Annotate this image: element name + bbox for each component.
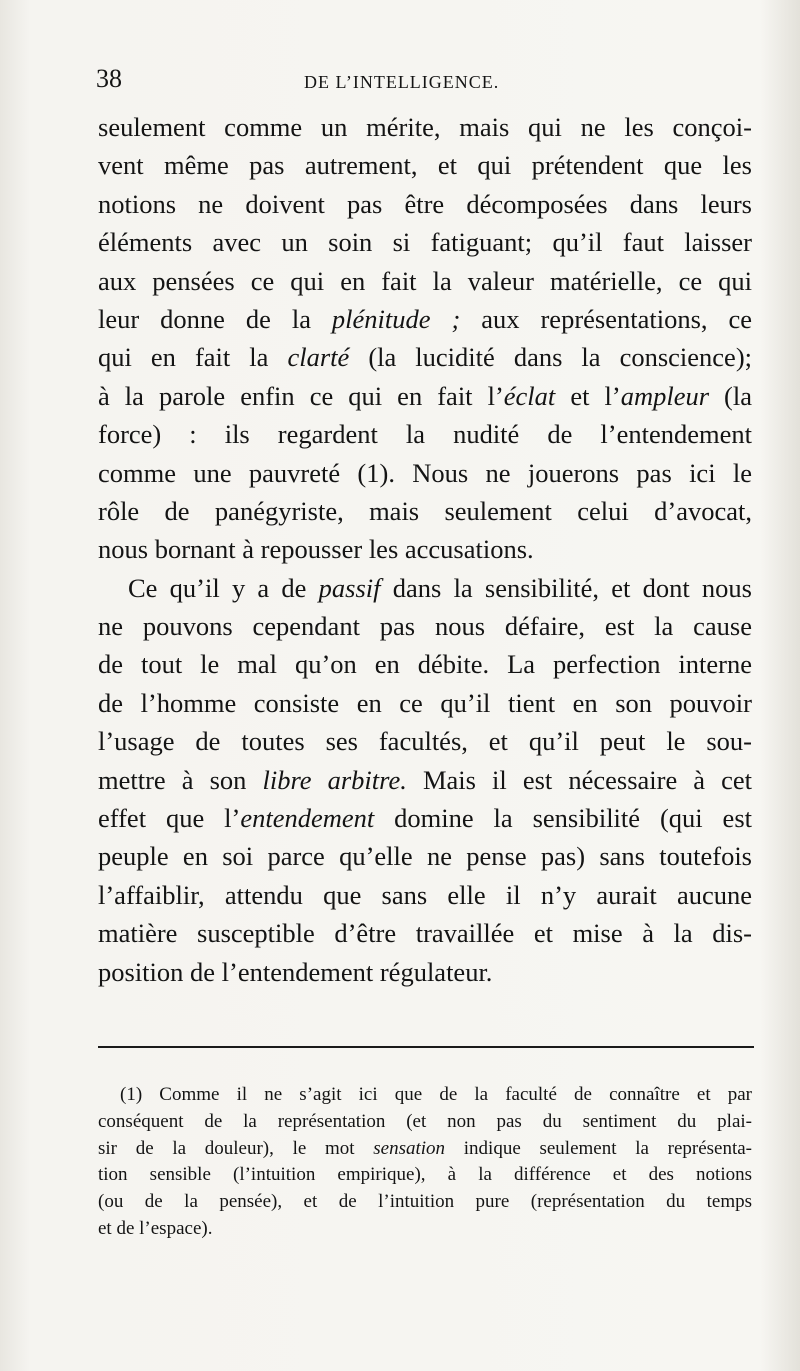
text-line: de tout le mal qu’on en débite. La perfection interne: [98, 649, 752, 680]
text-line: mettre à son libre arbitre. Mais il est nécessaire à cet: [98, 764, 753, 795]
page-number: 38: [96, 64, 122, 93]
text-line: rôle de panégyriste, mais seulement celui d’avocat,: [98, 495, 752, 526]
text-line: Ce qu’il y a de passif dans la sensibilité, et dont nous: [128, 572, 752, 603]
text-line: peuple en soi parce qu’elle ne pense pas) sans toutefois: [98, 841, 752, 872]
footnote-line: tion sensible (l’intuition empirique), à la différence et des notions: [98, 1164, 752, 1186]
text-line: vent même pas autrement, et qui prétendent que les: [98, 150, 752, 181]
text-line: comme une pauvreté (1). Nous ne jouerons pas ici le: [98, 457, 752, 488]
footnote-line: et de l’espace).: [98, 1217, 213, 1239]
italic-term: éclat: [503, 380, 556, 411]
page-header: [96, 64, 656, 104]
italic-term: plénitude ;: [331, 303, 461, 334]
text-line: éléments avec un soin si fatiguant; qu’il faut laisser: [98, 227, 752, 258]
text-line: l’usage de toutes ses facultés, et qu’il peut le sou-: [98, 726, 752, 757]
italic-term: sensation: [373, 1137, 446, 1159]
italic-term: passif: [318, 572, 381, 603]
footnote-rule: [98, 1046, 754, 1048]
text-line: de l’homme consiste en ce qu’il tient en son pouvoir: [98, 687, 752, 718]
text-line: effet que l’entendement domine la sensibilité (qui est: [98, 803, 752, 834]
text-line: force) : ils regardent la nudité de l’entendement: [98, 419, 752, 450]
text-line: l’affaiblir, attendu que sans elle il n’y aurait aucune: [98, 879, 752, 910]
text-line: ne pouvons cependant pas nous défaire, est la cause: [98, 611, 752, 642]
text-line: qui en fait la clarté (la lucidité dans la conscience);: [98, 342, 753, 373]
italic-term: libre arbitre.: [262, 764, 407, 795]
footnote-line: conséquent de la représentation (et non pas du sentiment du plai-: [98, 1110, 752, 1132]
footnote-line: sir de la douleur), le mot sensation indique seulement la représenta-: [98, 1137, 753, 1159]
text-line: seulement comme un mérite, mais qui ne les conçoi-: [98, 112, 752, 142]
italic-term: clarté: [287, 342, 350, 373]
italic-term: ampleur: [620, 380, 710, 411]
text-line: à la parole enfin ce qui en fait l’éclat et l’ampleur (la: [98, 380, 753, 411]
text-line: leur donne de la plénitude ; aux représentations, ce: [98, 303, 752, 334]
footnote-line: (ou de la pensée), et de l’intuition pure (représentation du temps: [98, 1191, 752, 1213]
footnote: [98, 1082, 752, 1243]
main-text: [98, 108, 752, 991]
text-line: matière susceptible d’être travaillée et mise à la dis-: [98, 918, 752, 949]
text-line: aux pensées ce qui en fait la valeur matérielle, ce qui: [98, 265, 752, 296]
running-title: DE L’INTELLIGENCE.: [304, 72, 500, 92]
text-line: position de l’entendement régulateur.: [98, 956, 493, 987]
footnote-line: (1) Comme il ne s’agit ici que de la faculté de connaître et par: [120, 1084, 752, 1105]
italic-term: entendement: [240, 803, 375, 834]
text-line: nous bornant à repousser les accusations.: [98, 534, 534, 565]
text-line: notions ne doivent pas être décomposées dans leurs: [98, 188, 752, 219]
